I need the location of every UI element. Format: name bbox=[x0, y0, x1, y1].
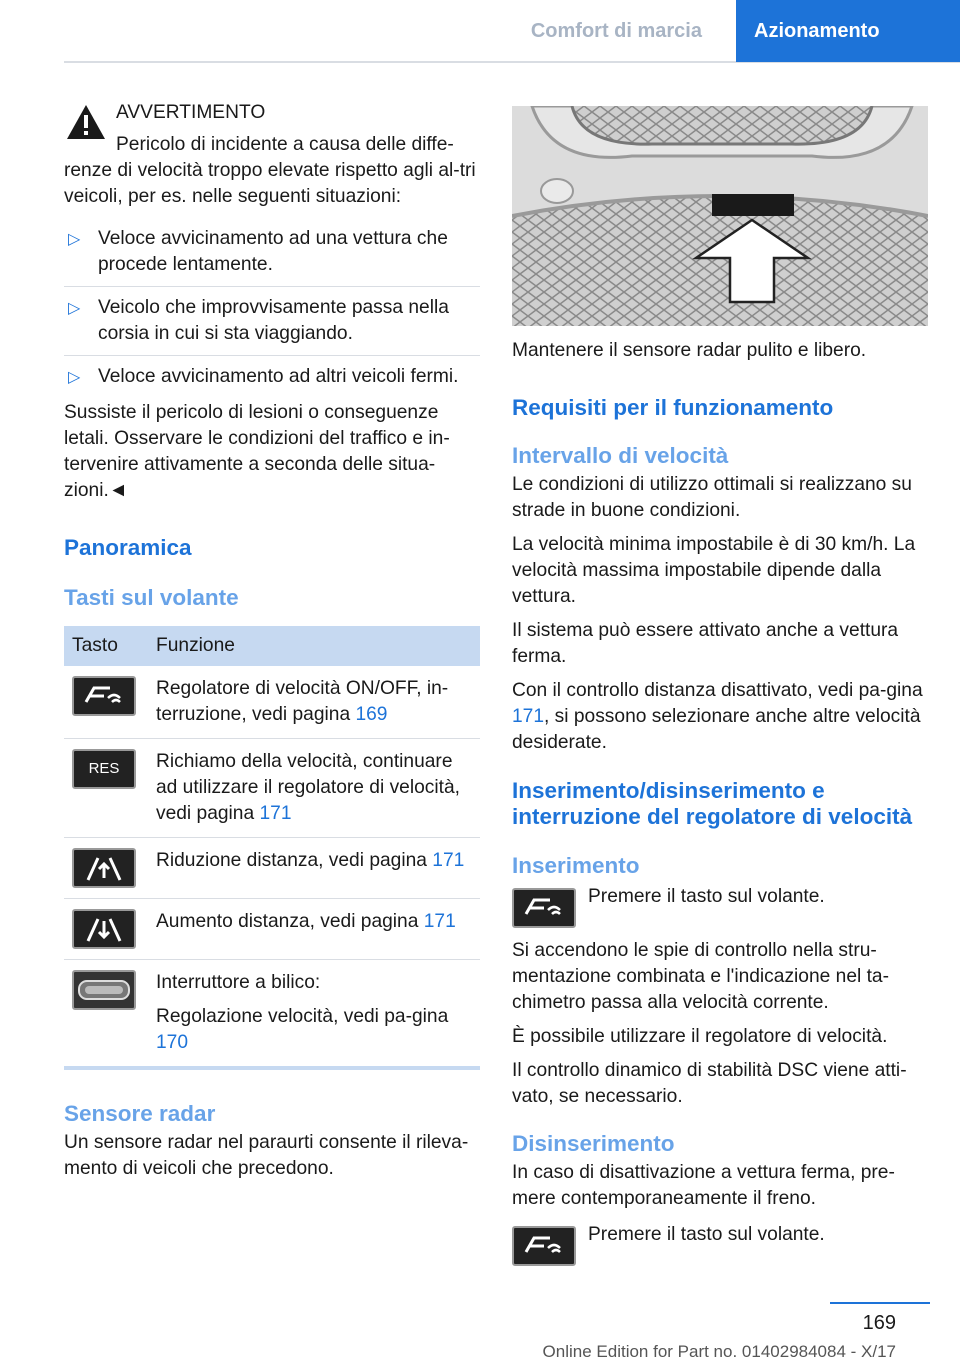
onoff-heading: Inserimento/disinserimento e interruzione del regolatore di velocità bbox=[512, 778, 913, 829]
bullet-triangle-icon: ▷ bbox=[68, 231, 81, 248]
radar-caption: Mantenere il sensore radar pulito e libero. bbox=[512, 340, 867, 361]
table-row: Regolatore di velocità ON/OFF, in-terruzione, vedi pagina 169 bbox=[64, 666, 480, 739]
requirements-p3: Il sistema può essere attivato anche a vettura ferma. bbox=[512, 620, 899, 667]
warning-text: renze di velocità troppo elevate rispetto agli al-tri veicoli, per es. nelle seguenti situazioni: bbox=[64, 160, 476, 207]
radar-text: Un sensore radar nel paraurti consente il rileva-mento di veicoli che precedono. bbox=[64, 1132, 469, 1179]
page-footer bbox=[0, 1298, 960, 1362]
rocker-switch-icon bbox=[72, 970, 136, 1010]
switch-on-p2: È possibile utilizzare il regolatore di velocità. bbox=[512, 1026, 888, 1047]
switch-off-p1: In caso di disattivazione a vettura ferma, pre-mere contemporaneamente il freno. bbox=[512, 1162, 895, 1209]
list-item: ▷ Veicolo che improvvisamente passa nella corsia in cui si sta viaggiando. bbox=[64, 287, 480, 356]
distance-decrease-icon bbox=[72, 848, 136, 888]
warning-conclusion: Sussiste il pericolo di lesioni o conseguenze letali. Osservare le condizioni del traffico e in-tervenire attivamente a seconda delle situa-zioni.◄ bbox=[64, 402, 450, 501]
res-icon: RES bbox=[72, 749, 136, 789]
radar-sensor-photo bbox=[512, 106, 928, 326]
table-header-row bbox=[64, 626, 480, 666]
warning-block bbox=[64, 100, 480, 504]
footer-rule bbox=[830, 1302, 930, 1304]
radar-heading: Sensore radar bbox=[64, 1101, 216, 1126]
warning-title: AVVERTIMENTO bbox=[116, 102, 266, 123]
distance-increase-icon bbox=[72, 909, 136, 949]
cruise-control-icon bbox=[72, 676, 136, 716]
switch-off-heading: Disinserimento bbox=[512, 1131, 675, 1156]
table-header-function: Funzione bbox=[148, 626, 480, 666]
page-ref-link[interactable]: 169 bbox=[355, 704, 388, 725]
header-active-tab: Azionamento bbox=[736, 0, 960, 62]
overview-heading: Panoramica bbox=[64, 535, 192, 560]
overview-subheading: Tasti sul volante bbox=[64, 585, 239, 610]
warning-list bbox=[64, 218, 480, 398]
cruise-control-icon bbox=[512, 888, 576, 928]
requirements-p2: La velocità minima impostabile è di 30 km/h. La velocità massima impostabile dipende dalla vettura. bbox=[512, 534, 916, 607]
left-column bbox=[64, 100, 480, 1182]
table-row: Interruttore a bilico: Regolazione velocità, vedi pa-gina 170 bbox=[64, 960, 480, 1069]
requirements-heading: Requisiti per il funzionamento bbox=[512, 395, 834, 420]
cruise-control-icon bbox=[512, 1226, 576, 1266]
bullet-triangle-icon: ▷ bbox=[68, 300, 81, 317]
page-ref-link[interactable]: 171 bbox=[259, 803, 292, 824]
warning-first-line: Pericolo di incidente a causa delle diffe- bbox=[116, 134, 454, 155]
page-header bbox=[0, 0, 960, 64]
warning-triangle-icon bbox=[66, 104, 106, 140]
switch-on-instruction: Premere il tasto sul volante. bbox=[512, 884, 932, 928]
page-ref-link[interactable]: 171 bbox=[423, 911, 456, 932]
bullet-triangle-icon: ▷ bbox=[68, 369, 81, 386]
header-section-title: Comfort di marcia bbox=[530, 19, 702, 42]
table-row: Riduzione distanza, vedi pagina 171 bbox=[64, 838, 480, 899]
requirements-p4: Con il controllo distanza disattivato, vedi pa-gina 171, si possono selezionare anche altre velocità desiderate. bbox=[512, 680, 923, 753]
edition-note: Online Edition for Part no. 01402984084 - X/17 bbox=[542, 1342, 896, 1361]
list-item: ▷ Veloce avvicinamento ad una vettura che procede lentamente. bbox=[64, 218, 480, 287]
list-item: ▷ Veloce avvicinamento ad altri veicoli fermi. bbox=[64, 356, 480, 398]
keys-table bbox=[64, 626, 480, 1070]
switch-off-instruction: Premere il tasto sul volante. bbox=[512, 1222, 932, 1266]
switch-on-p3: Il controllo dinamico di stabilità DSC viene atti-vato, se necessario. bbox=[512, 1060, 907, 1107]
page-ref-link[interactable]: 171 bbox=[432, 850, 465, 871]
page-ref-link[interactable]: 170 bbox=[156, 1032, 189, 1053]
page-ref-link[interactable]: 171 bbox=[512, 706, 545, 727]
table-header-key: Tasto bbox=[64, 626, 148, 666]
table-row: RES Richiamo della velocità, continuare ad utilizzare il regolatore di velocità, vedi pagina 171 bbox=[64, 739, 480, 838]
right-column bbox=[512, 106, 932, 1266]
speed-range-heading: Intervallo di velocità bbox=[512, 443, 729, 468]
switch-on-p1: Si accendono le spie di controllo nella stru-mentazione combinata e l'indicazione nel ta-chimetro passa alla velocità corrente. bbox=[512, 940, 889, 1013]
page-number: 169 bbox=[862, 1312, 896, 1334]
requirements-p1: Le condizioni di utilizzo ottimali si realizzano su strade in buone condizioni. bbox=[512, 474, 912, 521]
switch-on-heading: Inserimento bbox=[512, 853, 640, 878]
table-row: Aumento distanza, vedi pagina 171 bbox=[64, 899, 480, 960]
